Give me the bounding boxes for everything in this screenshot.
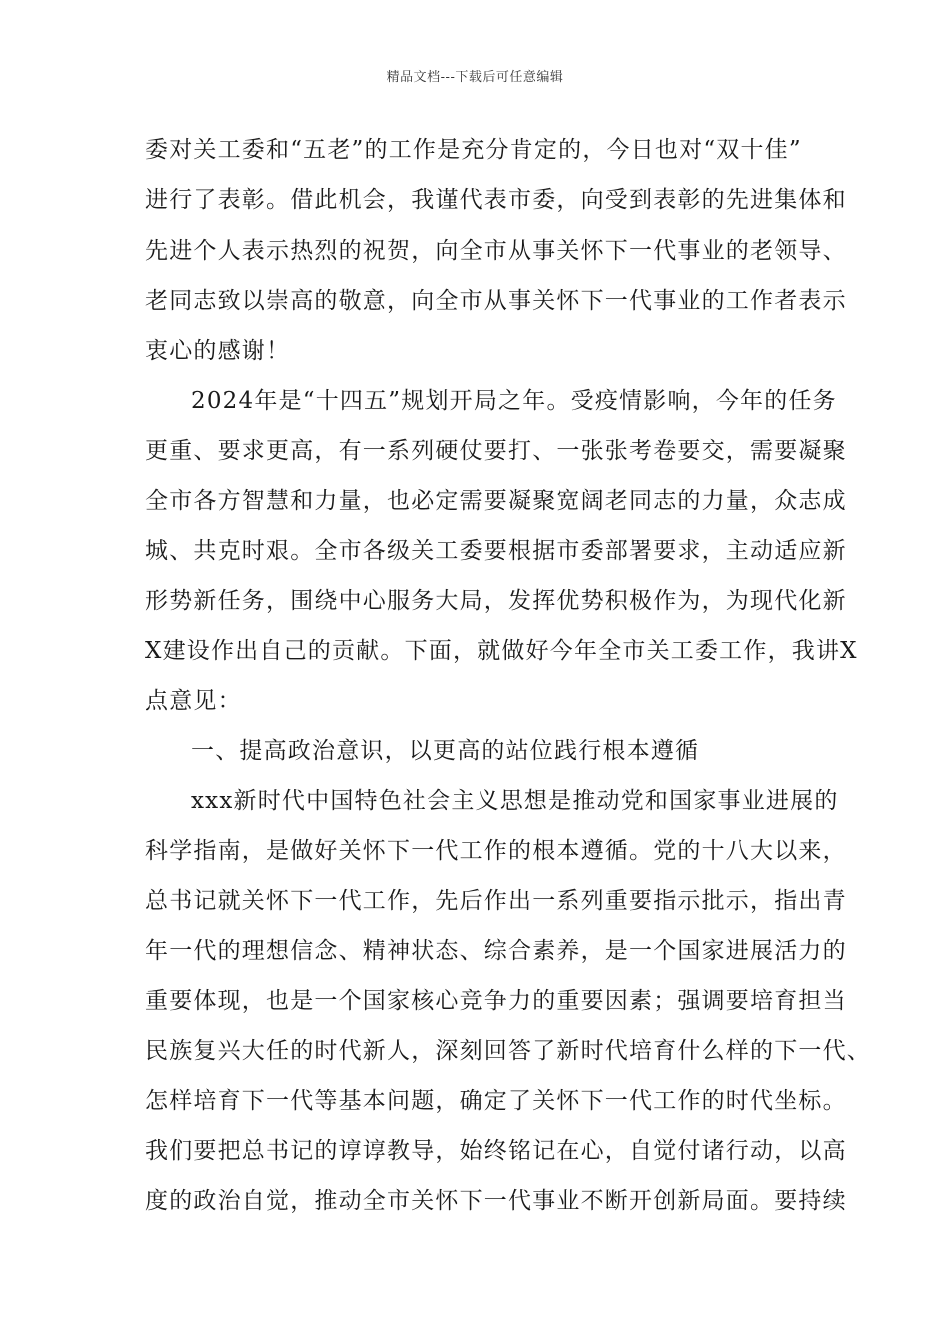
text-line: 老同志致以崇高的敬意，向全市从事关怀下一代事业的工作者表示 [145,288,847,314]
text-line: 委对关工委和“五老”的工作是充分肯定的，今日也对“双十佳” [145,137,802,163]
text-line: 衷心的感谢！ [145,338,291,364]
text-line: 城、共克时艰。全市各级关工委要根据市委部署要求，主动适应新 [145,538,847,564]
text-line: 进行了表彰。借此机会，我谨代表市委，向受到表彰的先进集体和 [145,187,847,213]
text-line: xxx新时代中国特色社会主义思想是推动党和国家事业进展的 [191,788,839,814]
text-line: 全市各方智慧和力量，也必定需要凝聚宽阔老同志的力量，众志成 [145,488,847,514]
section-heading: 一、提高政治意识，以更高的站位践行根本遵循 [191,738,700,764]
text-line: 怎样培育下一代等基本问题，确定了关怀下一代工作的时代坐标。 [145,1088,847,1114]
text-line: 点意见： [145,688,242,714]
text-line: 先进个人表示热烈的祝贺，向全市从事关怀下一代事业的老领导、 [145,238,847,264]
text-line: 我们要把总书记的谆谆教导，始终铭记在心，自觉付诸行动，以高 [145,1138,847,1164]
text-line: 2024年是“十四五”规划开局之年。受疫情影响，今年的任务 [191,388,837,414]
text-line: 年一代的理想信念、精神状态、综合素养，是一个国家进展活力的 [145,938,847,964]
text-line: 科学指南，是做好关怀下一代工作的根本遵循。党的十八大以来， [145,838,847,864]
text-line: 重要体现，也是一个国家核心竞争力的重要因素；强调要培育担当 [145,988,847,1014]
page-header: 精品文档---下载后可任意编辑 [386,70,564,85]
text-line: 形势新任务，围绕中心服务大局，发挥优势积极作为，为现代化新 [145,588,847,614]
text-line: 总书记就关怀下一代工作，先后作出一系列重要指示批示，指出青 [145,888,847,914]
text-line: 更重、要求更高，有一系列硬仗要打、一张张考卷要交，需要凝聚 [145,438,847,464]
text-line: 民族复兴大任的时代新人，深刻回答了新时代培育什么样的下一代、 [145,1038,871,1064]
text-line: 度的政治自觉，推动全市关怀下一代事业不断开创新局面。要持续 [145,1188,847,1214]
text-line: X建设作出自己的贡献。下面，就做好今年全市关工委工作，我讲X [145,638,858,664]
